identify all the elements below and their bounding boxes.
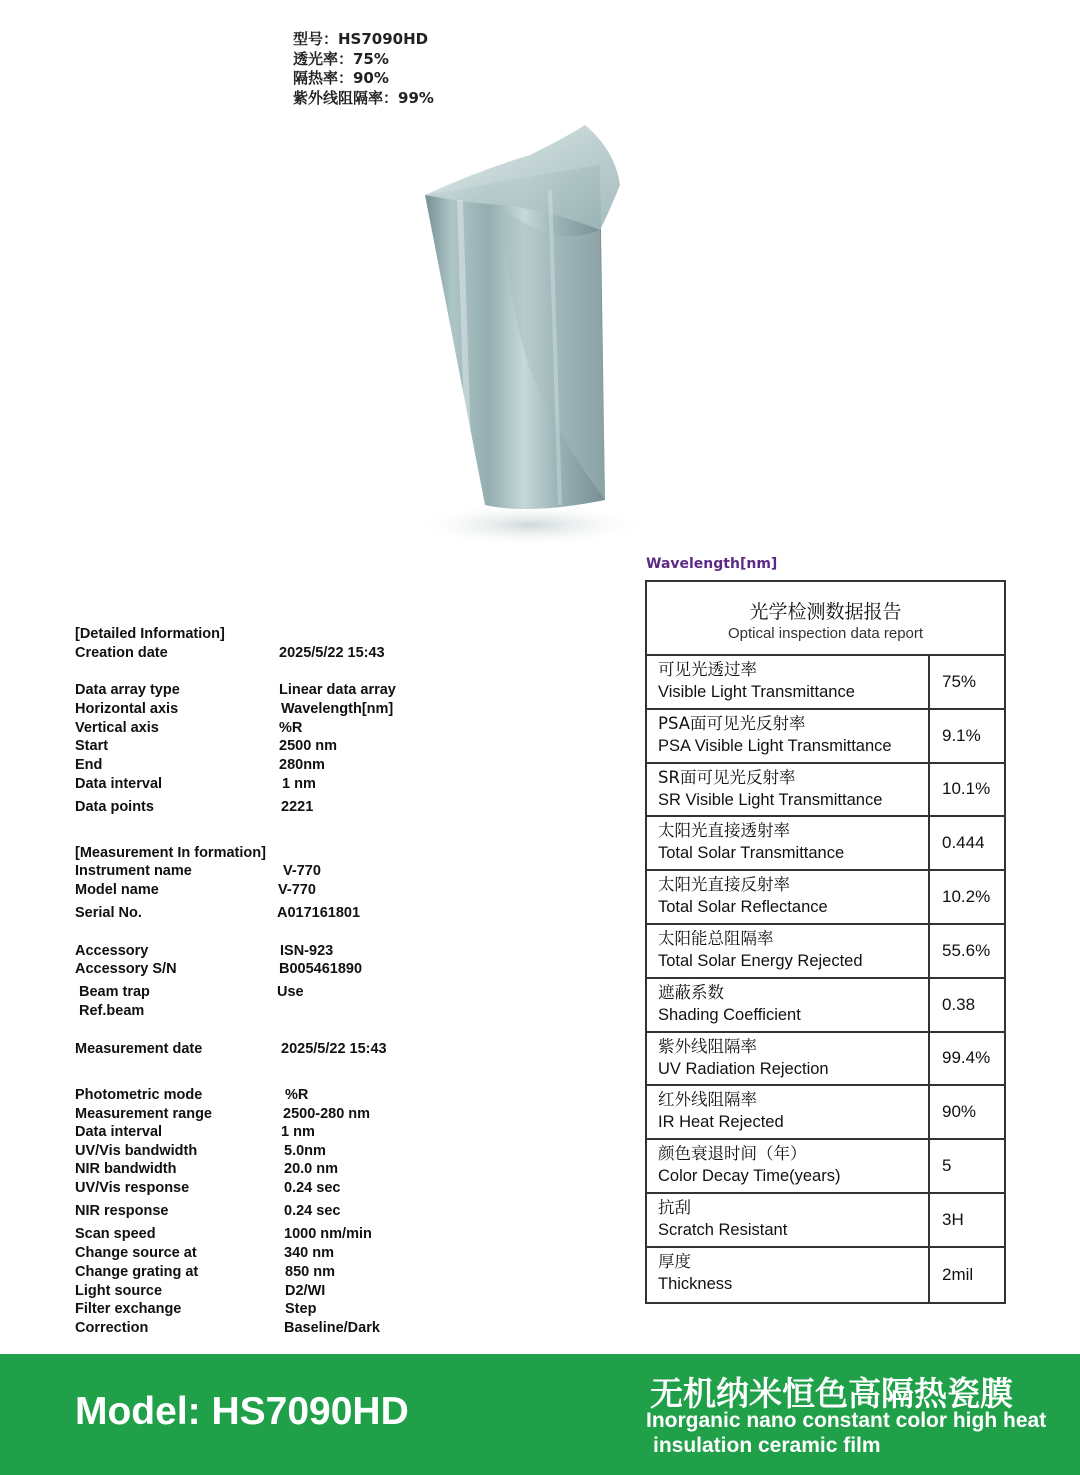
wavelength-label: Wavelength[nm] — [646, 556, 778, 572]
info-value: A017161801 — [277, 905, 361, 921]
report-row-label-en: Thickness — [658, 1274, 733, 1293]
info-value: 1 nm — [281, 1124, 315, 1140]
report-row-value: 10.2% — [942, 887, 991, 907]
report-row-label-en: UV Radiation Rejection — [658, 1059, 829, 1078]
report-title-cn: 光学检测数据报告 — [749, 601, 902, 623]
report-row-value: 3H — [942, 1209, 964, 1229]
report-row-label-cn: 厚度 — [658, 1251, 691, 1271]
report-row-label-cn: SR面可见光反射率 — [658, 767, 796, 787]
info-value: 5.0nm — [284, 1143, 326, 1159]
section-header: [Detailed Information] — [75, 626, 225, 642]
report-row — [647, 979, 1004, 1033]
info-value: Step — [285, 1301, 317, 1317]
info-key: UV/Vis bandwidth — [75, 1143, 198, 1159]
info-key: Light source — [75, 1283, 163, 1299]
report-row-label — [647, 764, 930, 816]
spec-heat-insulation: 隔热率：90% — [293, 69, 389, 87]
report-row-label — [647, 1194, 930, 1246]
report-row — [647, 925, 1004, 979]
report-row-label-en: Total Solar Transmittance — [658, 844, 845, 863]
report-row-label — [647, 871, 930, 923]
info-value: 2025/5/22 15:43 — [281, 1041, 387, 1057]
info-key: Beam trap — [79, 984, 150, 1000]
info-key: Data points — [75, 799, 154, 815]
info-key: Ref.beam — [79, 1003, 145, 1019]
info-value: Use — [277, 984, 304, 1000]
report-row-value: 55.6% — [942, 940, 991, 960]
info-key: Change source at — [75, 1245, 197, 1261]
report-row-label — [647, 710, 930, 762]
info-value: V-770 — [278, 882, 316, 898]
info-key: Vertical axis — [75, 720, 159, 736]
report-row-label-cn: 红外线阻隔率 — [658, 1090, 757, 1110]
report-row-label — [647, 656, 930, 708]
info-key: NIR response — [75, 1203, 169, 1219]
info-value: Linear data array — [279, 682, 396, 698]
info-key: Measurement date — [75, 1041, 203, 1057]
info-value: %R — [279, 720, 303, 736]
report-row-label-en: SR Visible Light Transmittance — [658, 790, 883, 809]
report-row-value: 90% — [942, 1102, 977, 1122]
info-key: Correction — [75, 1320, 149, 1336]
report-row — [647, 764, 1004, 818]
report-row-label-cn: 遮蔽系数 — [658, 982, 724, 1002]
info-key: Photometric mode — [75, 1087, 203, 1103]
report-row-value: 9.1% — [942, 725, 981, 745]
info-value: V-770 — [283, 863, 321, 879]
info-value: 340 nm — [284, 1245, 334, 1261]
footer-banner — [0, 1354, 1080, 1475]
footer-model: Model: HS7090HD — [75, 1390, 409, 1433]
report-row-label-en: Scratch Resistant — [658, 1220, 788, 1239]
info-key: Serial No. — [75, 905, 142, 921]
report-row-label — [647, 1140, 930, 1192]
info-value: ISN-923 — [280, 943, 334, 959]
info-key: End — [75, 757, 103, 773]
report-row — [647, 871, 1004, 925]
info-key: Measurement range — [75, 1106, 212, 1122]
info-value: D2/WI — [285, 1283, 326, 1299]
report-title-en: Optical inspection data report — [727, 625, 924, 642]
info-value: 1000 nm/min — [284, 1226, 372, 1242]
report-row-label-cn: 可见光透过率 — [658, 660, 757, 679]
info-value: 2025/5/22 15:43 — [279, 645, 385, 661]
report-row — [647, 817, 1004, 871]
report-row-value: 5 — [942, 1156, 952, 1176]
report-row-label-cn: 抗刮 — [658, 1197, 691, 1217]
info-key: Filter exchange — [75, 1301, 182, 1317]
info-value: 2500 nm — [279, 738, 338, 754]
report-row-value: 75% — [942, 671, 977, 691]
info-value: 0.24 sec — [284, 1203, 341, 1219]
report-row-value: 99.4% — [942, 1048, 991, 1068]
report-row-label-en: Total Solar Reflectance — [658, 898, 828, 917]
report-row — [647, 656, 1004, 710]
report-row-label-cn: 紫外线阻隔率 — [658, 1036, 757, 1056]
report-row-label-en: Visible Light Transmittance — [658, 683, 855, 701]
info-value: Baseline/Dark — [284, 1320, 380, 1336]
spec-transmittance: 透光率：75% — [293, 49, 389, 68]
report-row-value: 0.444 — [942, 833, 985, 853]
info-key: Creation date — [75, 645, 168, 661]
info-value: 0.24 sec — [284, 1180, 341, 1196]
report-row-label-en: Color Decay Time(years) — [658, 1167, 841, 1186]
report-row — [647, 710, 1004, 764]
section-header: [Measurement In formation] — [75, 845, 266, 861]
report-row-value: 10.1% — [942, 779, 991, 799]
info-key: UV/Vis response — [75, 1180, 190, 1196]
report-row-label — [647, 1248, 930, 1302]
info-key: Start — [75, 738, 109, 754]
report-row-label — [647, 925, 930, 977]
film-roll-illustration — [400, 110, 660, 550]
footer-title-cn: 无机纳米恒色高隔热瓷膜 — [650, 1374, 1013, 1413]
report-row-value: 2mil — [942, 1264, 974, 1284]
report-row — [647, 1140, 1004, 1194]
spec-model: 型号：HS7090HD — [293, 30, 429, 48]
info-value: 2221 — [281, 799, 314, 815]
info-value: %R — [285, 1087, 309, 1103]
info-key: Instrument name — [75, 863, 192, 879]
info-key: Data array type — [75, 682, 180, 698]
info-value: Wavelength[nm] — [281, 701, 394, 717]
report-row-label-cn: PSA面可见光反射率 — [658, 713, 806, 733]
report-row — [647, 1194, 1004, 1248]
info-key: Accessory S/N — [75, 961, 177, 977]
report-row-label-cn: 太阳光直接透射率 — [658, 821, 790, 841]
report-row-label-cn: 太阳能总阻隔率 — [658, 928, 774, 948]
info-value: 2500-280 nm — [283, 1106, 371, 1122]
report-row-label-en: Shading Coefficient — [658, 1005, 801, 1024]
report-row — [647, 1033, 1004, 1087]
info-key: Data interval — [75, 776, 163, 792]
report-row-label-cn: 颜色衰退时间（年） — [658, 1144, 807, 1164]
info-key: Scan speed — [75, 1226, 156, 1242]
report-row-label-cn: 太阳光直接反射率 — [658, 875, 790, 895]
report-row — [647, 1086, 1004, 1140]
info-key: NIR bandwidth — [75, 1161, 177, 1177]
report-header — [647, 582, 1004, 656]
footer-title-en-line1: Inorganic nano constant color high heat — [646, 1409, 1047, 1432]
report-row-label-en: IR Heat Rejected — [658, 1113, 784, 1132]
info-value: 280nm — [279, 757, 325, 773]
report-row-label — [647, 1033, 930, 1085]
info-key: Accessory — [75, 943, 149, 959]
spec-summary — [293, 30, 434, 108]
report-row-label — [647, 979, 930, 1031]
footer-title-en-line2: insulation ceramic film — [653, 1434, 881, 1457]
report-row-label — [647, 1086, 930, 1138]
info-key: Data interval — [75, 1124, 163, 1140]
report-row-value: 0.38 — [942, 994, 976, 1014]
info-value: 1 nm — [282, 776, 316, 792]
report-row-label — [647, 817, 930, 869]
report-row-label-en: Total Solar Energy Rejected — [658, 951, 863, 970]
report-row — [647, 1248, 1004, 1302]
info-key: Change grating at — [75, 1264, 199, 1280]
info-value: 850 nm — [285, 1264, 335, 1280]
optical-report-table — [645, 580, 1006, 1304]
info-value: B005461890 — [279, 961, 363, 977]
report-row-label-en: PSA Visible Light Transmittance — [658, 736, 892, 755]
info-value: 20.0 nm — [284, 1161, 338, 1177]
info-key: Model name — [75, 882, 159, 898]
info-key: Horizontal axis — [75, 701, 179, 717]
spec-uv-rejection: 紫外线阻隔率：99% — [293, 88, 434, 107]
